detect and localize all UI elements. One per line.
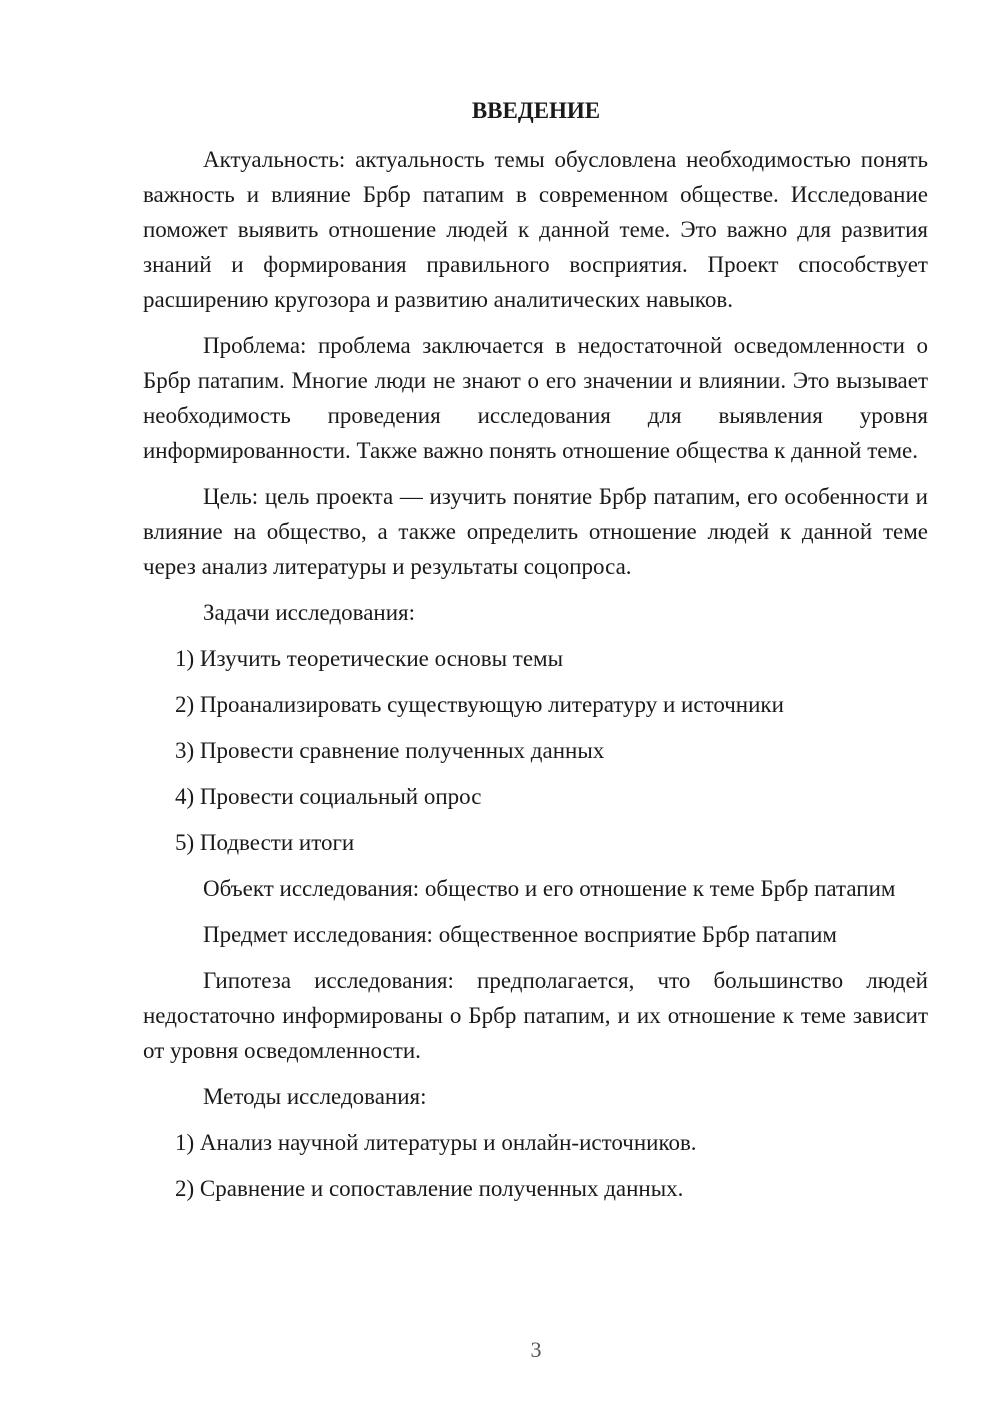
task-item: 4) Провести социальный опрос	[175, 784, 482, 809]
methods-title: Методы исследования:	[203, 1084, 427, 1109]
section-heading: ВВЕДЕНИЕ	[471, 98, 601, 123]
problem-paragraph: Проблема: проблема заключается в недостаточной осведомленности о Брбр патапим. Многие люди не знают о его значении и влиянии. Это вызывает необходимость проведения исследования для выявления уровня информированности. Также важно понять отношение общества к данной теме.	[143, 333, 928, 463]
hypothesis-paragraph: Гипотеза исследования: предполагается, что большинство людей недостаточно информированы о Брбр патапим, и их отношение к теме зависит от уровня осведомленности.	[143, 968, 928, 1063]
goal-paragraph: Цель: цель проекта — изучить понятие Брбр патапим, его особенности и влияние на общество, а также определить отношение людей к данной теме через анализ литературы и результаты соцопроса.	[143, 484, 928, 579]
task-item: 2) Проанализировать существующую литературу и источники	[175, 692, 784, 717]
task-item: 5) Подвести итоги	[175, 830, 355, 855]
task-item: 3) Провести сравнение полученных данных	[175, 738, 605, 763]
relevance-paragraph: Актуальность: актуальность темы обусловлена необходимостью понять важность и влияние Брбр патапим в современном обществе. Исследование поможет выявить отношение людей к данной теме. Это важно для развития знаний и формирования правильного восприятия. Проект способствует расширению кругозора и развитию аналитических навыков.	[143, 147, 928, 312]
document-body	[143, 142, 928, 1217]
subject-paragraph: Предмет исследования: общественное восприятие Брбр патапим	[203, 922, 837, 947]
method-item: 1) Анализ научной литературы и онлайн-источников.	[175, 1130, 697, 1155]
object-paragraph: Объект исследования: общество и его отношение к теме Брбр патапим	[203, 876, 896, 901]
method-item: 2) Сравнение и сопоставление полученных данных.	[175, 1176, 684, 1201]
page-number: 3	[530, 1337, 542, 1362]
tasks-title: Задачи исследования:	[203, 600, 416, 625]
task-item: 1) Изучить теоретические основы темы	[175, 646, 564, 671]
